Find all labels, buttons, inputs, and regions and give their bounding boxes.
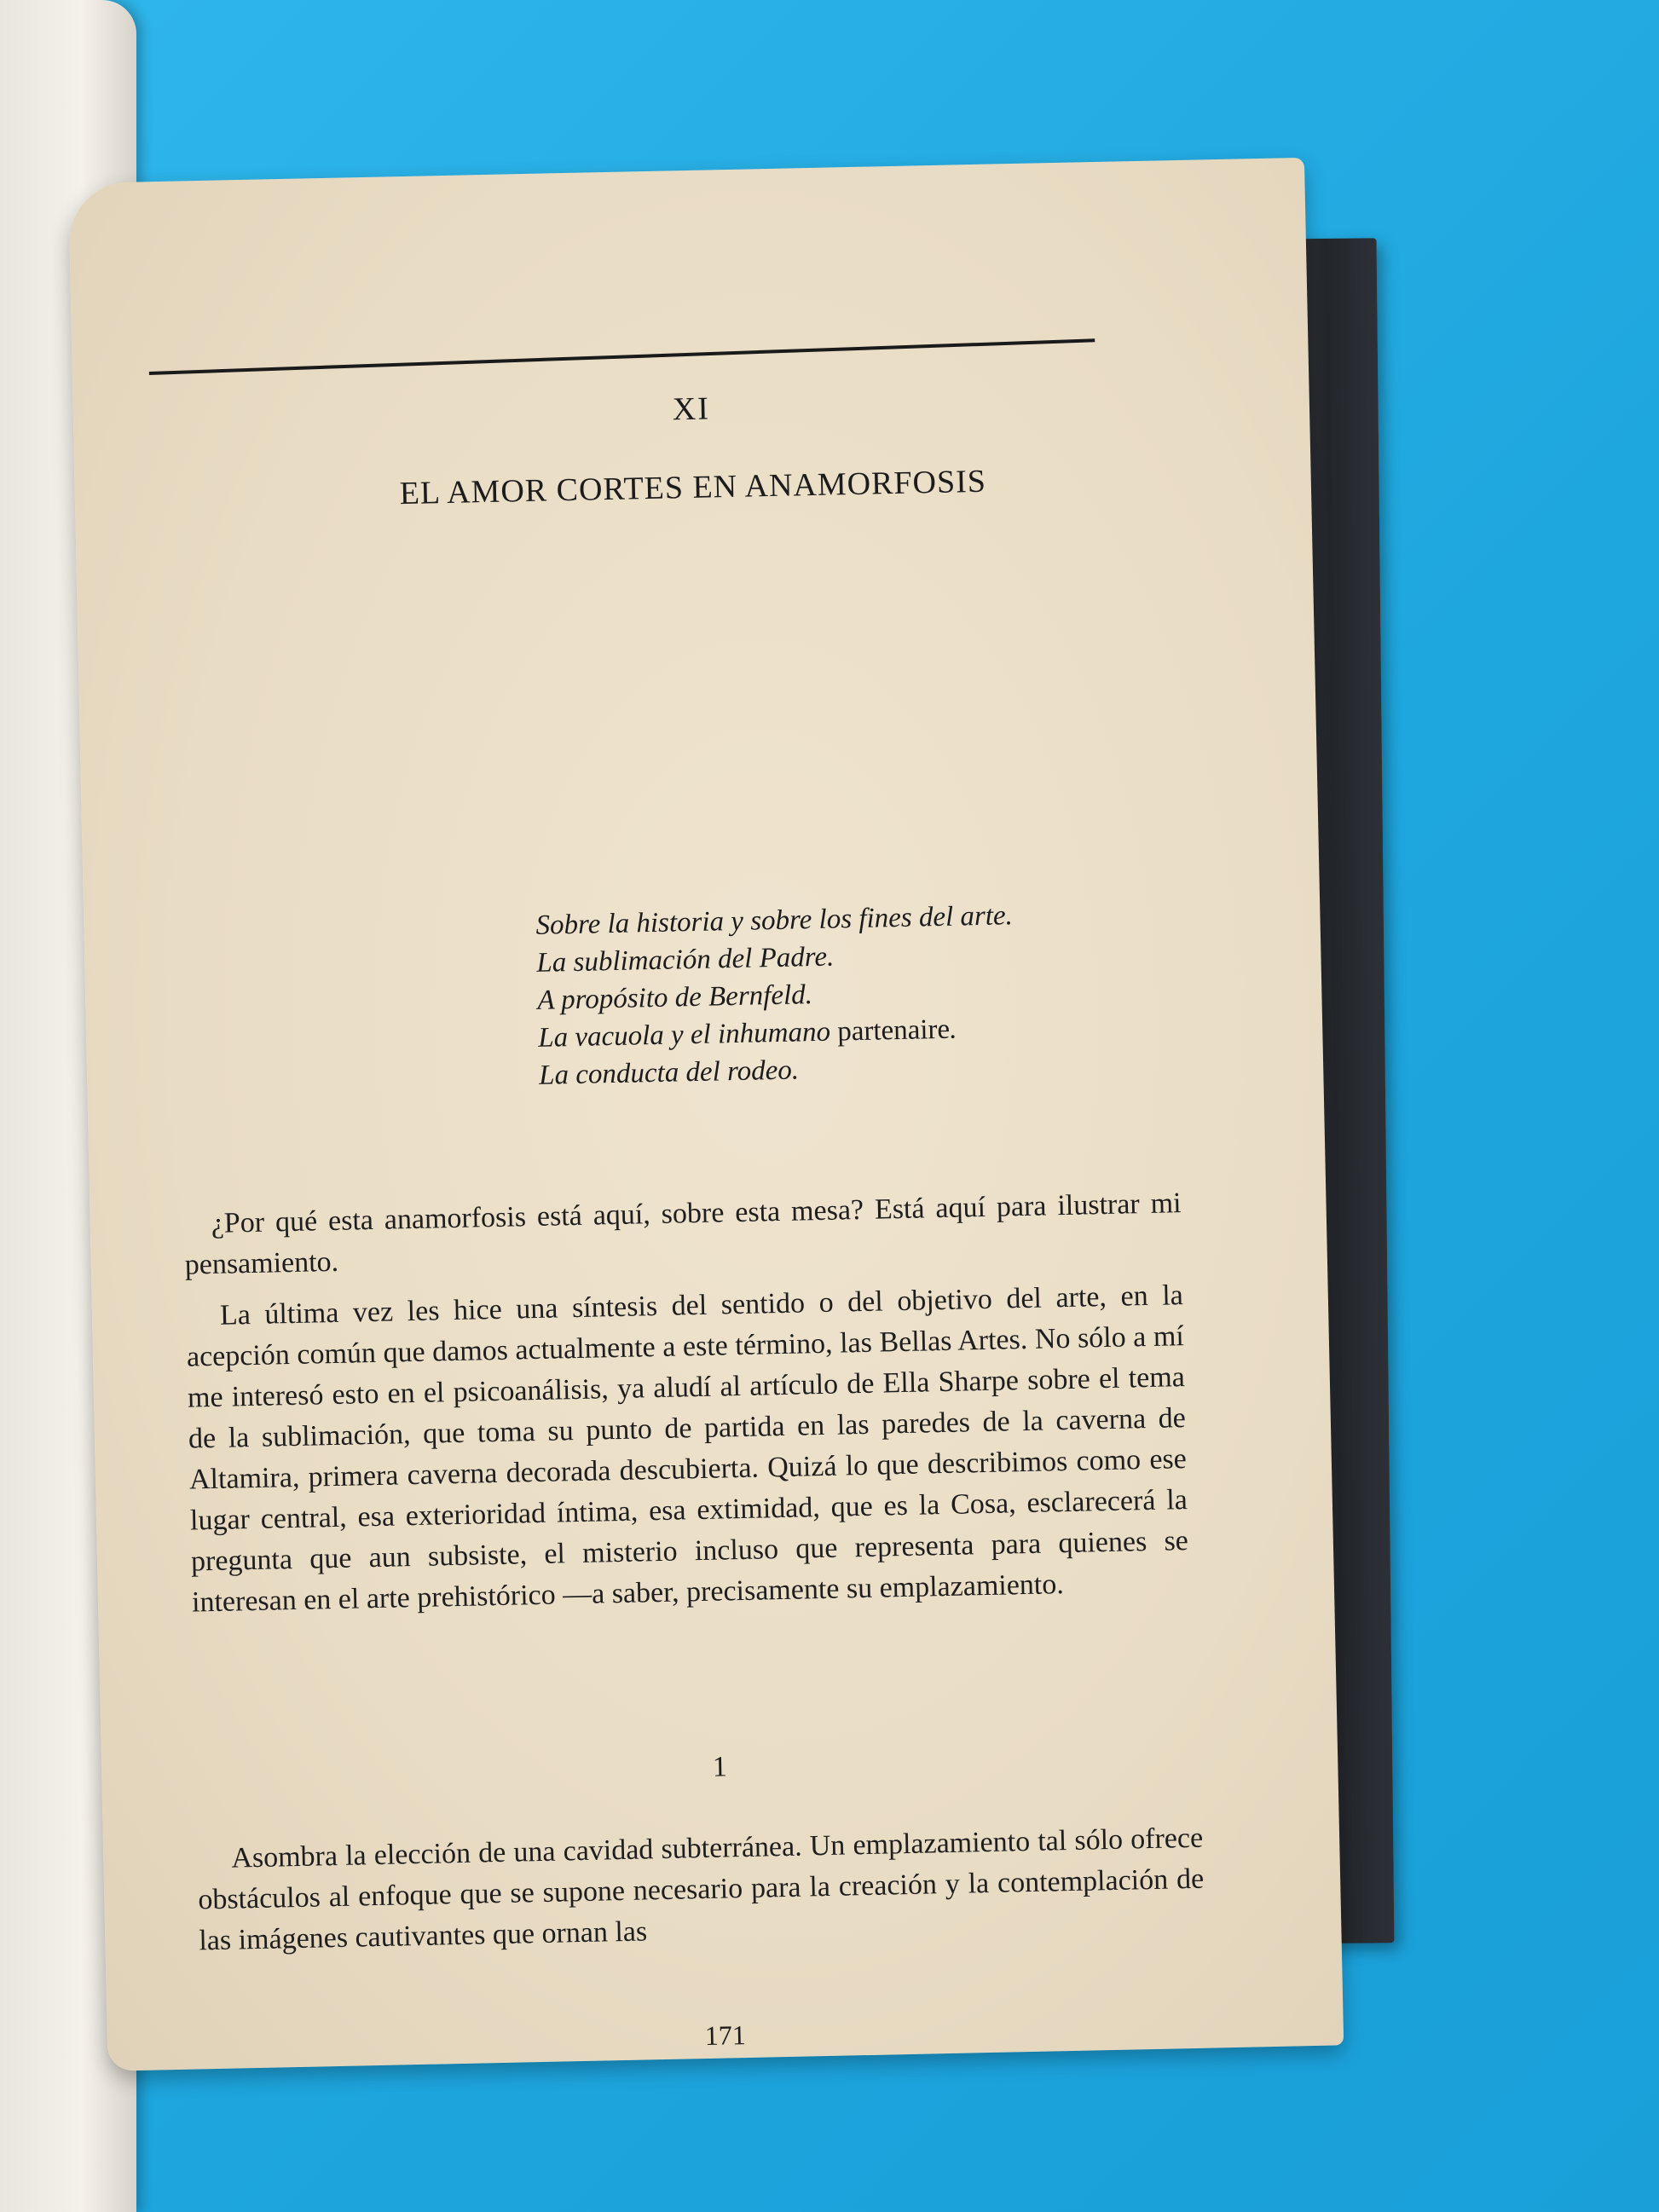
book-page bbox=[68, 158, 1344, 2071]
epigraph-line-end: . bbox=[949, 1014, 957, 1045]
epigraph-line: Sobre la historia y sobre los fines del arte. bbox=[535, 900, 1014, 941]
epigraph-line: La sublimación del Padre. bbox=[536, 941, 835, 979]
paragraph: ¿Por qué esta anamorfosis está aquí, sobre esta mesa? Está aquí para ilustrar mi pensamiento. bbox=[184, 1187, 1182, 1281]
paragraph: La última vez les hice una síntesis del sentido o del objetivo del arte, en la acepción común que damos actualmente a este término, las Bellas Artes. No sólo a mí me interesó esto en el psicoanálisis, ya aludí al artículo de Ella Sharpe sobre el tema de la sublimación, que toma su punto de partida en las paredes de la caverna de Altamira, primera caverna decorada descubierta. Quizá lo que describimos como ese lugar central, esa exterioridad íntima, esa extimidad, que es la Cosa, esclarecerá la pregunta que aun subsiste, el misterio incluso que representa para quienes se interesan en el arte prehistórico —a saber, precisamente su emplazamiento. bbox=[186, 1279, 1189, 1619]
epigraph-line-roman: partenaire bbox=[836, 1014, 951, 1048]
chapter-number: XI bbox=[672, 390, 711, 428]
chapter-title: EL AMOR CORTES EN ANAMORFOSIS bbox=[399, 463, 987, 512]
epigraph-line-italic: La vacuola y el inhumano bbox=[537, 1016, 838, 1054]
epigraph bbox=[535, 893, 1187, 1094]
page-number: 171 bbox=[704, 2019, 747, 2052]
epigraph-line: A propósito de Bernfeld. bbox=[536, 979, 813, 1016]
epigraph-line: La conducta del rodeo. bbox=[538, 1054, 800, 1091]
body-text bbox=[183, 1183, 1189, 1633]
header-rule bbox=[149, 338, 1095, 375]
paragraph: Asombra la elección de una cavidad subterránea. Un emplazamiento tal sólo ofrece obstáculos al enfoque que se supone necesario para la creación y la contemplación de las imágenes cautivantes que ornan las bbox=[197, 1822, 1205, 1957]
section-body-text bbox=[197, 1818, 1205, 1962]
section-number: 1 bbox=[712, 1751, 728, 1783]
